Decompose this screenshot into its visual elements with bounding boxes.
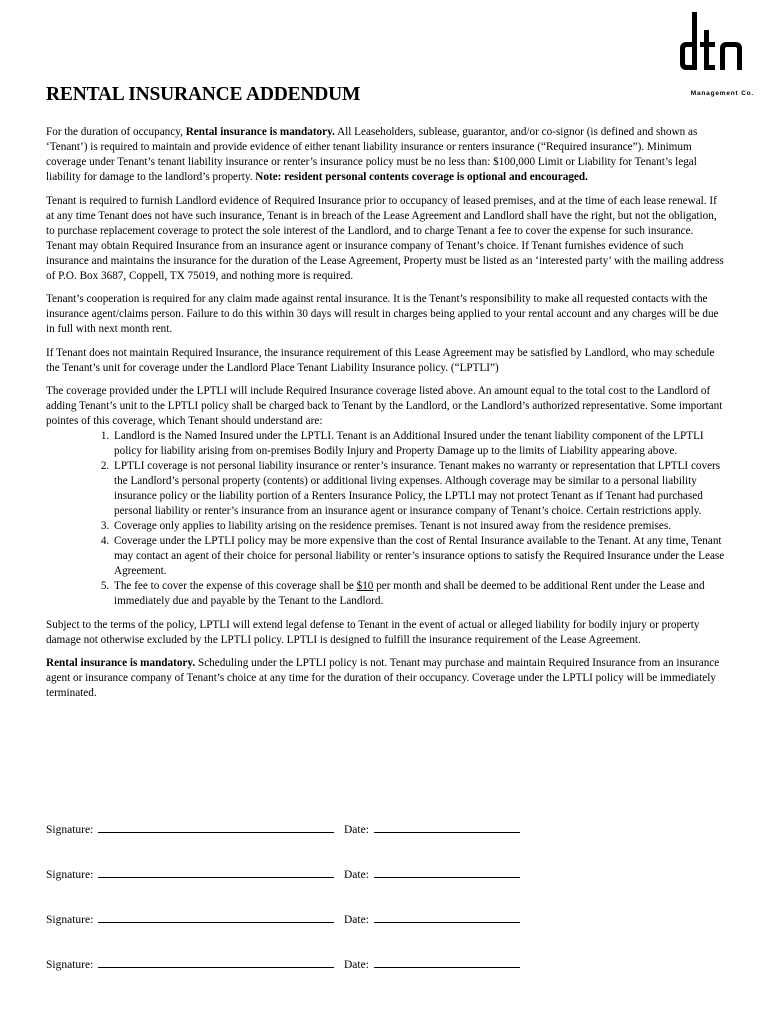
paragraph-cooperation: Tenant’s cooperation is required for any claim made against rental insurance. It is the Tenant’s responsibility to make all requested contacts with the insurance agent/claims person. Failure to do this within 30 days will result in charges being applied to your rental account and any charges will be due in full with next month rent. [46, 293, 719, 335]
signature-row [46, 822, 726, 867]
signature-label: Signature: [46, 824, 94, 836]
signature-line[interactable] [98, 957, 334, 968]
signature-label: Signature: [46, 869, 94, 881]
text: For the duration of occupancy, [46, 126, 186, 138]
list-item: 3. Coverage only applies to liability arising on the residence premises. Tenant is not insured away from the residence premises. [112, 519, 726, 534]
paragraph-coverage: The coverage provided under the LPTLI will include Required Insurance coverage listed above. An amount equal to the total cost to the Landlord of adding Tenant’s unit to the LPTLI policy shall be charged back to Tenant by the Landlord, or the Landlord’s authorized representative. Some important pointes of this coverage, which Tenant should understand are: [46, 385, 723, 427]
paragraph-mandatory-closing [46, 656, 726, 701]
text: per month and shall be deemed to be additional Rent under the Lease and immediately due and payable by the Tenant to the Landlord. [114, 580, 705, 607]
text: Scheduling under the LPTLI policy is not. Tenant may purchase and maintain Required Insurance from an insurance agent or insurance company of Tenant’s choice at any time for the duration of their occupancy. Coverage under the LPTLI policy will be immediately terminated. [46, 657, 720, 699]
coverage-points-list [46, 429, 726, 609]
date-line[interactable] [374, 867, 520, 878]
text: All Leaseholders, sublease, guarantor, and/or co-signor (is defined and shown as ‘Tenant’) is required to maintain and provide evidence of either tenant liability insurance or renters insurance (“Required insurance”). Minimum coverage under Tenant’s tenant liability insurance or renter’s insurance policy must be no less than: $100,000 Limit or Liability for Tenant’s legal liability for damage to the landlord’s property. [46, 126, 698, 183]
list-item: 1. Landlord is the Named Insured under the LPTLI. Tenant is an Additional Insured under the tenant liability component of the LPTLI policy for liability arising from on-premises Bodily Injury and Property Damage up to the limits of Liability appearing above. [112, 429, 726, 459]
paragraph-mandatory-coverage [46, 125, 726, 185]
document-body [46, 125, 726, 710]
text: The fee to cover the expense of this coverage shall be [114, 580, 357, 592]
bold-note: Note: resident personal contents coverage is optional and encouraged. [255, 171, 588, 183]
date-line[interactable] [374, 822, 520, 833]
date-line[interactable] [374, 912, 520, 923]
date-label: Date: [344, 959, 369, 971]
paragraph-lptli-intro: If Tenant does not maintain Required Insurance, the insurance requirement of this Lease Agreement may be satisfied by Landlord, who may schedule the Tenant’s unit for coverage under the Landlord Place Tenant Liability Insurance policy. (“LPTLI”) [46, 346, 715, 374]
document-title: RENTAL INSURANCE ADDENDUM [46, 84, 361, 105]
signature-row [46, 912, 726, 957]
signature-line[interactable] [98, 912, 334, 923]
date-label: Date: [344, 824, 369, 836]
signature-row [46, 867, 726, 912]
list-item [112, 579, 726, 609]
signature-row [46, 957, 726, 1002]
date-line[interactable] [374, 957, 520, 968]
list-item: 4. Coverage under the LPTLI policy may be more expensive than the cost of Rental Insurance available to the Tenant. At any time, Tenant may contact an agent of their choice for personal liability or renter’s insurance options to satisfy the Required Insurance under the Lease Agreement. [112, 534, 726, 579]
bold-text: Rental insurance is mandatory. [46, 657, 196, 669]
company-logo [680, 12, 754, 102]
signature-line[interactable] [98, 867, 334, 878]
logo-tagline: Management Co. [690, 90, 754, 97]
signature-line[interactable] [98, 822, 334, 833]
dtn-logo-mark [680, 12, 754, 90]
date-label: Date: [344, 914, 369, 926]
bold-text: Rental insurance is mandatory. [185, 126, 335, 138]
signature-section [46, 822, 726, 1002]
date-label: Date: [344, 869, 369, 881]
fee-amount: $10 [356, 580, 374, 592]
signature-label: Signature: [46, 959, 94, 971]
signature-label: Signature: [46, 914, 94, 926]
list-item: 2. LPTLI coverage is not personal liability insurance or renter’s insurance. Tenant makes no warranty or representation that LPTLI covers the Landlord’s personal property (contents) or additional living expenses. Although coverage may be similar to a personal liability insurance policy or the liability portion of a Renters Insurance Policy, the LPTLI may not protect Tenant as if Tenant had purchased personal liability or renter’s insurance from an insurance agent or insurance company of Tenant’s choice. Certain restrictions apply. [112, 459, 726, 519]
paragraph-evidence: Tenant is required to furnish Landlord evidence of Required Insurance prior to occupancy of leased premises, and at the time of each lease renewal. If at any time Tenant does not have such insurance, Tenant is in breach of the Lease Agreement and Landlord shall have the right, but not the obligation, to purchase replacement coverage to protect the sole interest of the Landlord, and to charge Tenant a fee to cover the expense for such insurance. Tenant may obtain Required Insurance from an insurance agent or insurance company of Tenant’s choice. If Tenant furnishes evidence of such insurance and maintains the insurance for the duration of the Lease Agreement, Property must be listed as an ‘interested party’ with the mailing address of P.O. Box 3687, Coppell, TX 75019, and nothing more is required. [46, 194, 724, 282]
paragraph-legal-defense: Subject to the terms of the policy, LPTLI will extend legal defense to Tenant in the event of actual or alleged liability for bodily injury or property damage not otherwise excluded by the LPTLI policy. LPTLI is designed to fulfill the insurance requirement of the Lease Agreement. [46, 618, 700, 646]
